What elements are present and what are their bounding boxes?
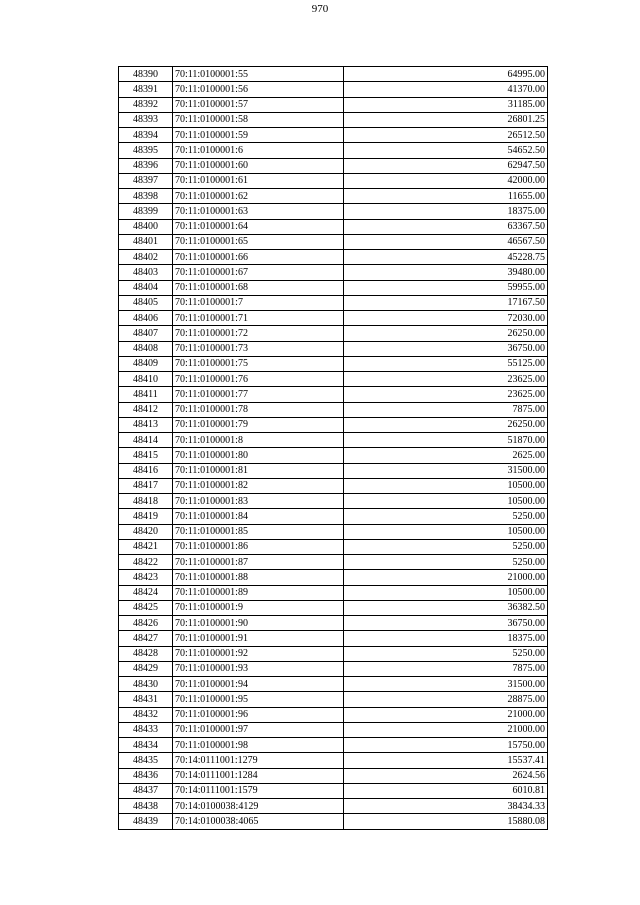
value-cell: 31185.00 bbox=[344, 97, 548, 112]
table-row bbox=[119, 494, 548, 509]
table-row bbox=[119, 204, 548, 219]
row-number-cell: 48422 bbox=[119, 555, 173, 570]
cadastral-number-cell: 70:11:0100001:72 bbox=[173, 326, 344, 341]
row-number-cell: 48432 bbox=[119, 707, 173, 722]
value-cell: 5250.00 bbox=[344, 509, 548, 524]
table-row bbox=[119, 433, 548, 448]
table-row bbox=[119, 158, 548, 173]
table-row bbox=[119, 402, 548, 417]
value-cell: 2625.00 bbox=[344, 448, 548, 463]
row-number-cell: 48431 bbox=[119, 692, 173, 707]
value-cell: 5250.00 bbox=[344, 555, 548, 570]
row-number-cell: 48419 bbox=[119, 509, 173, 524]
cadastral-number-cell: 70:11:0100001:6 bbox=[173, 143, 344, 158]
cadastral-number-cell: 70:11:0100001:7 bbox=[173, 295, 344, 310]
cadastral-number-cell: 70:11:0100001:88 bbox=[173, 570, 344, 585]
cadastral-number-cell: 70:11:0100001:95 bbox=[173, 692, 344, 707]
row-number-cell: 48390 bbox=[119, 67, 173, 82]
value-cell: 59955.00 bbox=[344, 280, 548, 295]
table-row bbox=[119, 341, 548, 356]
value-cell: 10500.00 bbox=[344, 585, 548, 600]
row-number-cell: 48404 bbox=[119, 280, 173, 295]
cadastral-number-cell: 70:11:0100001:9 bbox=[173, 600, 344, 615]
table-row bbox=[119, 372, 548, 387]
row-number-cell: 48434 bbox=[119, 738, 173, 753]
value-cell: 39480.00 bbox=[344, 265, 548, 280]
value-cell: 26801.25 bbox=[344, 112, 548, 127]
cadastral-number-cell: 70:11:0100001:71 bbox=[173, 311, 344, 326]
value-cell: 21000.00 bbox=[344, 707, 548, 722]
value-cell: 6010.81 bbox=[344, 783, 548, 798]
cadastral-number-cell: 70:11:0100001:76 bbox=[173, 372, 344, 387]
cadastral-number-cell: 70:11:0100001:85 bbox=[173, 524, 344, 539]
row-number-cell: 48410 bbox=[119, 372, 173, 387]
cadastral-number-cell: 70:11:0100001:64 bbox=[173, 219, 344, 234]
cadastral-number-cell: 70:14:0100038:4065 bbox=[173, 814, 344, 829]
row-number-cell: 48417 bbox=[119, 478, 173, 493]
cadastral-number-cell: 70:14:0100038:4129 bbox=[173, 799, 344, 814]
value-cell: 41370.00 bbox=[344, 82, 548, 97]
row-number-cell: 48429 bbox=[119, 661, 173, 676]
value-cell: 54652.50 bbox=[344, 143, 548, 158]
row-number-cell: 48405 bbox=[119, 295, 173, 310]
row-number-cell: 48393 bbox=[119, 112, 173, 127]
table-row bbox=[119, 97, 548, 112]
table-row bbox=[119, 707, 548, 722]
page-number: 970 bbox=[311, 3, 329, 15]
table-row bbox=[119, 280, 548, 295]
table-row bbox=[119, 661, 548, 676]
value-cell: 10500.00 bbox=[344, 524, 548, 539]
table-row bbox=[119, 722, 548, 737]
row-number-cell: 48395 bbox=[119, 143, 173, 158]
value-cell: 31500.00 bbox=[344, 677, 548, 692]
cadastral-number-cell: 70:11:0100001:67 bbox=[173, 265, 344, 280]
cadastral-number-cell: 70:11:0100001:63 bbox=[173, 204, 344, 219]
table-row bbox=[119, 753, 548, 768]
value-cell: 26512.50 bbox=[344, 128, 548, 143]
value-cell: 36382.50 bbox=[344, 600, 548, 615]
row-number-cell: 48412 bbox=[119, 402, 173, 417]
table-row bbox=[119, 478, 548, 493]
value-cell: 21000.00 bbox=[344, 722, 548, 737]
cadastral-number-cell: 70:11:0100001:62 bbox=[173, 189, 344, 204]
cadastral-number-cell: 70:11:0100001:92 bbox=[173, 646, 344, 661]
value-cell: 28875.00 bbox=[344, 692, 548, 707]
value-cell: 15537.41 bbox=[344, 753, 548, 768]
value-cell: 5250.00 bbox=[344, 646, 548, 661]
table-row bbox=[119, 250, 548, 265]
cadastral-number-cell: 70:11:0100001:57 bbox=[173, 97, 344, 112]
row-number-cell: 48426 bbox=[119, 616, 173, 631]
table-row bbox=[119, 646, 548, 661]
cadastral-number-cell: 70:11:0100001:83 bbox=[173, 494, 344, 509]
value-cell: 23625.00 bbox=[344, 372, 548, 387]
value-cell: 7875.00 bbox=[344, 661, 548, 676]
cadastral-number-cell: 70:11:0100001:59 bbox=[173, 128, 344, 143]
cadastral-number-cell: 70:14:0111001:1279 bbox=[173, 753, 344, 768]
value-cell: 5250.00 bbox=[344, 539, 548, 554]
value-cell: 46567.50 bbox=[344, 234, 548, 249]
value-cell: 26250.00 bbox=[344, 417, 548, 432]
table-row bbox=[119, 112, 548, 127]
table-row bbox=[119, 616, 548, 631]
row-number-cell: 48427 bbox=[119, 631, 173, 646]
table-row bbox=[119, 463, 548, 478]
row-number-cell: 48403 bbox=[119, 265, 173, 280]
table-row bbox=[119, 387, 548, 402]
table-row bbox=[119, 67, 548, 82]
value-cell: 38434.33 bbox=[344, 799, 548, 814]
table-row bbox=[119, 738, 548, 753]
row-number-cell: 48400 bbox=[119, 219, 173, 234]
row-number-cell: 48414 bbox=[119, 433, 173, 448]
value-cell: 42000.00 bbox=[344, 173, 548, 188]
row-number-cell: 48406 bbox=[119, 311, 173, 326]
table-row bbox=[119, 173, 548, 188]
row-number-cell: 48411 bbox=[119, 387, 173, 402]
table-row bbox=[119, 265, 548, 280]
row-number-cell: 48397 bbox=[119, 173, 173, 188]
row-number-cell: 48436 bbox=[119, 768, 173, 783]
cadastral-number-cell: 70:11:0100001:75 bbox=[173, 356, 344, 371]
value-cell: 26250.00 bbox=[344, 326, 548, 341]
cadastral-number-cell: 70:11:0100001:86 bbox=[173, 539, 344, 554]
row-number-cell: 48413 bbox=[119, 417, 173, 432]
cadastral-number-cell: 70:11:0100001:81 bbox=[173, 463, 344, 478]
row-number-cell: 48439 bbox=[119, 814, 173, 829]
cadastral-number-cell: 70:11:0100001:66 bbox=[173, 250, 344, 265]
row-number-cell: 48425 bbox=[119, 600, 173, 615]
row-number-cell: 48391 bbox=[119, 82, 173, 97]
value-cell: 64995.00 bbox=[344, 67, 548, 82]
value-cell: 7875.00 bbox=[344, 402, 548, 417]
table-row bbox=[119, 189, 548, 204]
table-row bbox=[119, 356, 548, 371]
cadastral-number-cell: 70:11:0100001:79 bbox=[173, 417, 344, 432]
cadastral-number-cell: 70:14:0111001:1284 bbox=[173, 768, 344, 783]
cadastral-number-cell: 70:11:0100001:91 bbox=[173, 631, 344, 646]
value-cell: 21000.00 bbox=[344, 570, 548, 585]
value-cell: 18375.00 bbox=[344, 204, 548, 219]
value-cell: 63367.50 bbox=[344, 219, 548, 234]
cadastral-number-cell: 70:14:0111001:1579 bbox=[173, 783, 344, 798]
cadastral-number-cell: 70:11:0100001:56 bbox=[173, 82, 344, 97]
row-number-cell: 48394 bbox=[119, 128, 173, 143]
table-row bbox=[119, 814, 548, 829]
value-cell: 72030.00 bbox=[344, 311, 548, 326]
table-row bbox=[119, 509, 548, 524]
cadastral-number-cell: 70:11:0100001:68 bbox=[173, 280, 344, 295]
row-number-cell: 48438 bbox=[119, 799, 173, 814]
cadastral-number-cell: 70:11:0100001:65 bbox=[173, 234, 344, 249]
table-row bbox=[119, 555, 548, 570]
table-row bbox=[119, 631, 548, 646]
value-cell: 18375.00 bbox=[344, 631, 548, 646]
table-body bbox=[119, 67, 548, 830]
cadastral-number-cell: 70:11:0100001:73 bbox=[173, 341, 344, 356]
cadastral-value-table bbox=[118, 66, 548, 830]
row-number-cell: 48392 bbox=[119, 97, 173, 112]
row-number-cell: 48418 bbox=[119, 494, 173, 509]
table-row bbox=[119, 600, 548, 615]
table-row bbox=[119, 692, 548, 707]
table-row bbox=[119, 295, 548, 310]
table-row bbox=[119, 524, 548, 539]
cadastral-number-cell: 70:11:0100001:98 bbox=[173, 738, 344, 753]
value-cell: 15880.08 bbox=[344, 814, 548, 829]
table-row bbox=[119, 783, 548, 798]
row-number-cell: 48430 bbox=[119, 677, 173, 692]
row-number-cell: 48423 bbox=[119, 570, 173, 585]
value-cell: 55125.00 bbox=[344, 356, 548, 371]
cadastral-number-cell: 70:11:0100001:80 bbox=[173, 448, 344, 463]
row-number-cell: 48402 bbox=[119, 250, 173, 265]
row-number-cell: 48421 bbox=[119, 539, 173, 554]
row-number-cell: 48437 bbox=[119, 783, 173, 798]
value-cell: 45228.75 bbox=[344, 250, 548, 265]
cadastral-number-cell: 70:11:0100001:77 bbox=[173, 387, 344, 402]
cadastral-number-cell: 70:11:0100001:89 bbox=[173, 585, 344, 600]
value-cell: 51870.00 bbox=[344, 433, 548, 448]
row-number-cell: 48399 bbox=[119, 204, 173, 219]
cadastral-number-cell: 70:11:0100001:96 bbox=[173, 707, 344, 722]
table-row bbox=[119, 539, 548, 554]
row-number-cell: 48408 bbox=[119, 341, 173, 356]
value-cell: 10500.00 bbox=[344, 494, 548, 509]
table-row bbox=[119, 234, 548, 249]
value-cell: 15750.00 bbox=[344, 738, 548, 753]
table-row bbox=[119, 768, 548, 783]
cadastral-number-cell: 70:11:0100001:78 bbox=[173, 402, 344, 417]
value-cell: 36750.00 bbox=[344, 616, 548, 631]
table-row bbox=[119, 311, 548, 326]
table-row bbox=[119, 143, 548, 158]
row-number-cell: 48428 bbox=[119, 646, 173, 661]
cadastral-number-cell: 70:11:0100001:60 bbox=[173, 158, 344, 173]
cadastral-number-cell: 70:11:0100001:94 bbox=[173, 677, 344, 692]
cadastral-number-cell: 70:11:0100001:90 bbox=[173, 616, 344, 631]
value-cell: 11655.00 bbox=[344, 189, 548, 204]
cadastral-number-cell: 70:11:0100001:82 bbox=[173, 478, 344, 493]
table-row bbox=[119, 570, 548, 585]
table-row bbox=[119, 677, 548, 692]
table-row bbox=[119, 448, 548, 463]
row-number-cell: 48407 bbox=[119, 326, 173, 341]
table-row bbox=[119, 585, 548, 600]
value-cell: 23625.00 bbox=[344, 387, 548, 402]
row-number-cell: 48420 bbox=[119, 524, 173, 539]
table-row bbox=[119, 799, 548, 814]
value-cell: 62947.50 bbox=[344, 158, 548, 173]
row-number-cell: 48416 bbox=[119, 463, 173, 478]
row-number-cell: 48401 bbox=[119, 234, 173, 249]
row-number-cell: 48433 bbox=[119, 722, 173, 737]
cadastral-number-cell: 70:11:0100001:58 bbox=[173, 112, 344, 127]
row-number-cell: 48409 bbox=[119, 356, 173, 371]
table-row bbox=[119, 82, 548, 97]
value-cell: 2624.56 bbox=[344, 768, 548, 783]
row-number-cell: 48396 bbox=[119, 158, 173, 173]
value-cell: 36750.00 bbox=[344, 341, 548, 356]
value-cell: 17167.50 bbox=[344, 295, 548, 310]
cadastral-number-cell: 70:11:0100001:55 bbox=[173, 67, 344, 82]
cadastral-number-cell: 70:11:0100001:8 bbox=[173, 433, 344, 448]
row-number-cell: 48415 bbox=[119, 448, 173, 463]
row-number-cell: 48435 bbox=[119, 753, 173, 768]
cadastral-number-cell: 70:11:0100001:97 bbox=[173, 722, 344, 737]
row-number-cell: 48424 bbox=[119, 585, 173, 600]
cadastral-number-cell: 70:11:0100001:84 bbox=[173, 509, 344, 524]
table-row bbox=[119, 128, 548, 143]
cadastral-number-cell: 70:11:0100001:87 bbox=[173, 555, 344, 570]
cadastral-number-cell: 70:11:0100001:61 bbox=[173, 173, 344, 188]
row-number-cell: 48398 bbox=[119, 189, 173, 204]
value-cell: 31500.00 bbox=[344, 463, 548, 478]
cadastral-number-cell: 70:11:0100001:93 bbox=[173, 661, 344, 676]
value-cell: 10500.00 bbox=[344, 478, 548, 493]
table-row bbox=[119, 219, 548, 234]
table-row bbox=[119, 326, 548, 341]
table-row bbox=[119, 417, 548, 432]
